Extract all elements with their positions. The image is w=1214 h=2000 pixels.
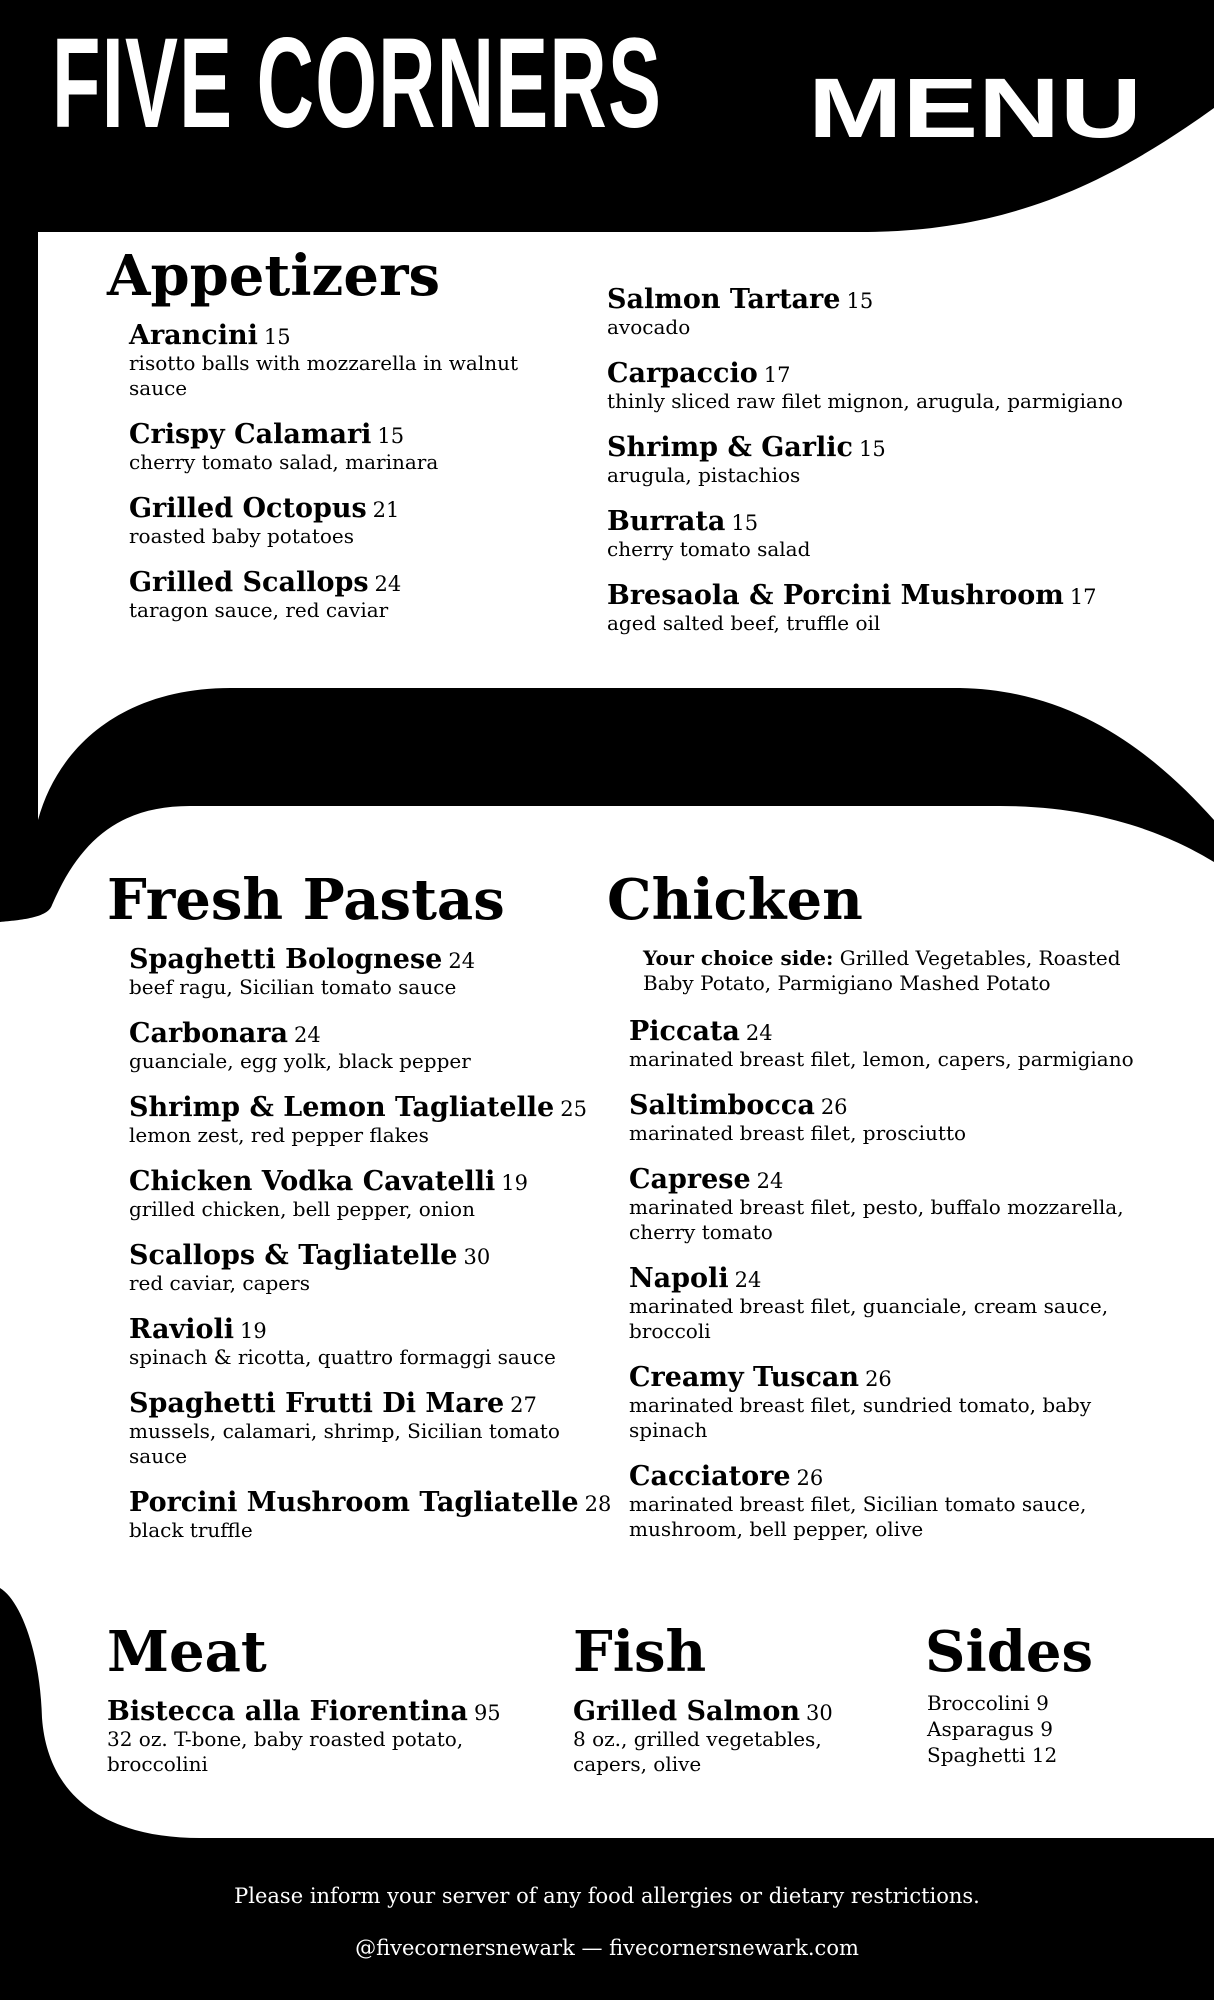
meat-list (107, 1698, 527, 1777)
sides-section (925, 1619, 1185, 1768)
dish-price: 24 (745, 1021, 773, 1045)
side-item: Asparagus 9 (927, 1717, 1053, 1741)
dish-name: Salmon Tartare (607, 284, 841, 315)
dish-name-line (129, 1487, 612, 1518)
dish-description: thinly sliced raw filet mignon, arugula, parmigiano (607, 389, 1123, 413)
fish-item (573, 1698, 873, 1777)
dish-description: marinated breast filet, sundried tomato, baby spinach (629, 1393, 1092, 1442)
dish-name-line (573, 1698, 873, 1727)
fish-section (573, 1619, 873, 1797)
dish-name: Carpaccio (607, 358, 758, 389)
pasta-item (129, 1168, 607, 1222)
dish-price: 24 (293, 1023, 321, 1047)
section-title-appetizers: Appetizers (107, 243, 440, 309)
dish-name-line (129, 1168, 607, 1197)
dish-name-line (607, 286, 1187, 315)
section-title-meat: Meat (107, 1619, 267, 1685)
dish-name-line (629, 1018, 1167, 1047)
section-title-sides: Sides (925, 1619, 1094, 1685)
pasta-item (129, 946, 607, 1000)
meat-section (107, 1619, 527, 1797)
dish-description: roasted baby potatoes (129, 524, 354, 548)
dish-name: Ravioli (129, 1314, 235, 1345)
section-title-chicken: Chicken (607, 867, 863, 933)
chicken-item (629, 1364, 1167, 1443)
dish-name: Arancini (129, 320, 258, 351)
chicken-item (629, 1018, 1167, 1072)
pastas-list (129, 944, 612, 1543)
restaurant-name: FIVE CORNERS (52, 12, 663, 155)
dish-price: 19 (240, 1319, 267, 1343)
dish-name-line (129, 495, 577, 524)
dish-price: 15 (731, 511, 759, 535)
dish-name: Bresaola & Porcini Mushroom (607, 580, 1064, 611)
dish-name: Shrimp & Garlic (607, 432, 853, 463)
dish-name-line (607, 508, 1187, 537)
chicken-list (629, 1018, 1167, 1542)
appetizer-item (129, 495, 577, 549)
dish-name-line (129, 1094, 607, 1123)
pasta-item (129, 1390, 607, 1469)
dish-name: Chicken Vodka Cavatelli (129, 1166, 496, 1197)
pasta-item (129, 1487, 612, 1543)
dish-description: mussels, calamari, shrimp, Sicilian tomato sauce (129, 1419, 560, 1468)
appetizer-item (607, 360, 1187, 414)
dish-price: 15 (846, 289, 874, 313)
dish-name-line (629, 1166, 1167, 1195)
dish-name-line (607, 582, 1187, 611)
dish-name: Grilled Octopus (129, 493, 367, 524)
dish-description: risotto balls with mozzarella in walnut sauce (129, 351, 519, 400)
dish-price: 17 (763, 363, 791, 387)
dish-description: marinated breast filet, Sicilian tomato sauce, mushroom, bell pepper, olive (629, 1492, 1087, 1541)
dish-description: marinated breast filet, guanciale, cream sauce, broccoli (629, 1294, 1109, 1343)
dish-description: aged salted beef, truffle oil (607, 611, 881, 635)
appetizers-section (107, 243, 577, 643)
dish-name: Scallops & Tagliatelle (129, 1240, 458, 1271)
meat-item (107, 1698, 527, 1777)
chicken-item (629, 1463, 1167, 1542)
dish-price: 15 (377, 424, 405, 448)
sides-list (927, 1690, 1185, 1768)
dish-name: Porcini Mushroom Tagliatelle (129, 1487, 579, 1518)
dish-price: 26 (865, 1367, 892, 1391)
dish-name-line (129, 1316, 607, 1345)
dish-description: spinach & ricotta, quattro formaggi sauce (129, 1345, 556, 1369)
dish-price: 17 (1069, 585, 1097, 609)
dish-name-line (129, 322, 577, 351)
appetizer-item (129, 421, 577, 475)
dish-price: 25 (560, 1097, 587, 1121)
chicken-side-label: Your choice side: (643, 946, 834, 970)
dish-description: cherry tomato salad, marinara (129, 450, 439, 474)
fish-list (573, 1698, 873, 1777)
section-title-pastas: Fresh Pastas (107, 867, 505, 933)
dish-name: Spaghetti Bolognese (129, 944, 443, 975)
dish-name-line (629, 1092, 1167, 1121)
dish-description: avocado (607, 315, 691, 339)
dish-description: grilled chicken, bell pepper, onion (129, 1197, 475, 1221)
pasta-item (129, 1094, 607, 1148)
chicken-item (629, 1092, 1167, 1146)
chicken-item (629, 1265, 1167, 1344)
dish-name-line (129, 1242, 607, 1271)
dish-name: Shrimp & Lemon Tagliatelle (129, 1092, 555, 1123)
dish-description: beef ragu, Sicilian tomato sauce (129, 975, 457, 999)
appetizers-left-list (129, 322, 577, 623)
dish-name: Grilled Scallops (129, 567, 369, 598)
dish-name: Creamy Tuscan (629, 1362, 860, 1393)
dish-price: 15 (858, 437, 886, 461)
dish-price: 19 (501, 1171, 529, 1195)
dish-price: 15 (263, 325, 291, 349)
dish-price: 24 (734, 1268, 762, 1292)
dish-name: Napoli (629, 1263, 729, 1294)
section-title-fish: Fish (573, 1619, 707, 1685)
pasta-item (129, 1242, 607, 1296)
dish-name-line (129, 1390, 607, 1419)
dish-price: 21 (372, 498, 400, 522)
pasta-item (129, 1020, 607, 1074)
allergy-note: Please inform your server of any food allergies or dietary restrictions. (234, 1884, 980, 1908)
dish-name: Spaghetti Frutti Di Mare (129, 1388, 505, 1419)
appetizer-item (129, 569, 577, 623)
dish-price: 26 (820, 1095, 848, 1119)
dish-description: red caviar, capers (129, 1271, 310, 1295)
appetizer-item (607, 582, 1187, 636)
dish-price: 30 (463, 1245, 491, 1269)
dish-name-line (129, 421, 577, 450)
dish-description: 32 oz. T-bone, baby roasted potato, broccolini (107, 1727, 464, 1776)
dish-name-line (107, 1698, 527, 1727)
dish-description: arugula, pistachios (607, 463, 801, 487)
dish-name: Saltimbocca (629, 1090, 815, 1121)
appetizers-right-list (607, 286, 1187, 656)
chicken-side-note (629, 946, 1167, 996)
dish-price: 30 (805, 1701, 833, 1725)
dish-description: marinated breast filet, prosciutto (629, 1121, 967, 1145)
dish-name-line (607, 434, 1187, 463)
dish-price: 28 (584, 1492, 612, 1516)
dish-price: 24 (756, 1169, 784, 1193)
dish-description: black truffle (129, 1518, 253, 1542)
dish-name: Cacciatore (629, 1461, 791, 1492)
dish-name-line (629, 1364, 1167, 1393)
appetizer-item (129, 322, 577, 401)
contact-line: @fivecornersnewark — fivecornersnewark.com (355, 1936, 859, 1960)
dish-description: lemon zest, red pepper flakes (129, 1123, 429, 1147)
appetizer-item (607, 508, 1187, 562)
dish-name: Grilled Salmon (573, 1696, 800, 1727)
chicken-list-wrap (629, 946, 1167, 1542)
appetizer-item (607, 286, 1187, 340)
dish-price: 27 (510, 1393, 537, 1417)
dish-name: Bistecca alla Fiorentina (107, 1696, 468, 1727)
dish-price: 24 (374, 572, 402, 596)
dish-name: Crispy Calamari (129, 419, 372, 450)
menu-heading: MENU (808, 61, 1142, 155)
dish-name-line (129, 569, 577, 598)
dish-name-line (129, 946, 607, 975)
side-item: Spaghetti 12 (927, 1743, 1058, 1767)
dish-name-line (607, 360, 1187, 389)
dish-name: Carbonara (129, 1018, 288, 1049)
dish-description: guanciale, egg yolk, black pepper (129, 1049, 471, 1073)
dish-description: 8 oz., grilled vegetables, capers, olive (573, 1727, 822, 1776)
dish-name: Piccata (629, 1016, 740, 1047)
dish-name-line (629, 1463, 1167, 1492)
dish-name-line (629, 1265, 1167, 1294)
dish-price: 95 (473, 1701, 501, 1725)
dish-name: Burrata (607, 506, 726, 537)
pasta-item (129, 1316, 607, 1370)
dish-name: Caprese (629, 1164, 751, 1195)
chicken-side-text: Grilled Vegetables, Roasted Baby Potato, Parmigiano Mashed Potato (643, 946, 1121, 995)
dish-description: cherry tomato salad (607, 537, 811, 561)
chicken-item (629, 1166, 1167, 1245)
dish-price: 26 (796, 1466, 824, 1490)
dish-description: marinated breast filet, pesto, buffalo mozzarella, cherry tomato (629, 1195, 1124, 1244)
pastas-section (107, 867, 612, 1563)
dish-description: marinated breast filet, lemon, capers, parmigiano (629, 1047, 1134, 1071)
dish-price: 24 (448, 949, 476, 973)
appetizer-item (607, 434, 1187, 488)
side-item: Broccolini 9 (927, 1691, 1049, 1715)
chicken-section (607, 867, 1167, 1562)
dish-name-line (129, 1020, 607, 1049)
dish-description: taragon sauce, red caviar (129, 598, 389, 622)
